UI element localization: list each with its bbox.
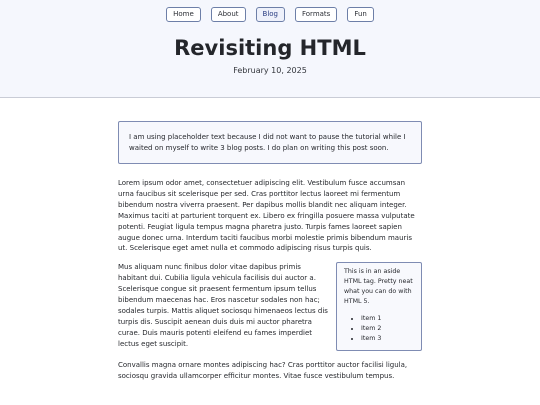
page-title: Revisiting HTML: [174, 36, 366, 60]
nav-fun-button[interactable]: Fun: [347, 7, 374, 22]
nav-about-button[interactable]: About: [211, 7, 246, 22]
aside-list-item: • Item 3: [361, 334, 415, 344]
aside-list-item: • Item 2: [361, 324, 415, 334]
nav-home-button[interactable]: Home: [166, 7, 201, 22]
article-paragraph-3: Convallis magna ornare montes adipiscing hac? Cras porttitor auctor facilisi ligula, sociosqu gravida ullamcorper efficitur montes. Vitae fusce vestibulum tempus.: [118, 361, 408, 381]
aside-text: This is in an aside HTML tag. Pretty neat what you can do with HTML 5.: [344, 268, 413, 306]
nav-formats-button[interactable]: Formats: [295, 7, 337, 22]
top-nav: [0, 7, 540, 22]
post-date: February 10, 2025: [233, 66, 307, 75]
aside-list-item: • Item 1: [361, 314, 415, 324]
nav-blog-button[interactable]: Blog: [256, 7, 285, 22]
article-paragraph-1: Lorem ipsum odor amet, consectetuer adipiscing elit. Vestibulum fusce accumsan urna faucibus sit scelerisque per sed. Cras porttitor lectus laoreet mi fermentum bibendum nostra viverra praesent. Per dapibus mollis blandit nec aliquam integer. Maximus taciti at parturient torquent ex. Libero ex fringilla posuere massa vulputate potenti. Feugiat ligula tempus magna pharetra justo. Turpis fames laoreet sapien augue donec urna. Interdum taciti faucibus morbi molestie primis bibendum mauris ut. Scelerisque eget amet nulla et commodo adipiscing risus turpis quis.: [118, 179, 415, 253]
placeholder-notice: I am using placeholder text because I did not want to pause the tutorial while I waited on myself to write 3 blog posts. I do plan on writing this post soon.: [118, 121, 422, 164]
aside-list: [344, 314, 415, 344]
page-header: [0, 0, 540, 98]
aside-box: [336, 262, 422, 351]
article-paragraph-2: Mus aliquam nunc finibus dolor vitae dapibus primis habitant dui. Cubilia ligula vehicula facilisis dui auctor a. Scelerisque congue sit praesent fermentum ipsum tellus bibendum maecenas hac. Eros nascetur sodales non hac; sodales turpis. Mattis aliquet sociosqu himenaeos lectus dis turpis dis. Suscipit aenean duis duis mi auctor pharetra curae. Duis mauris potenti eleifend eu fames imperdiet lectus eget suscipit.: [118, 263, 328, 348]
article-main: [118, 99, 422, 382]
